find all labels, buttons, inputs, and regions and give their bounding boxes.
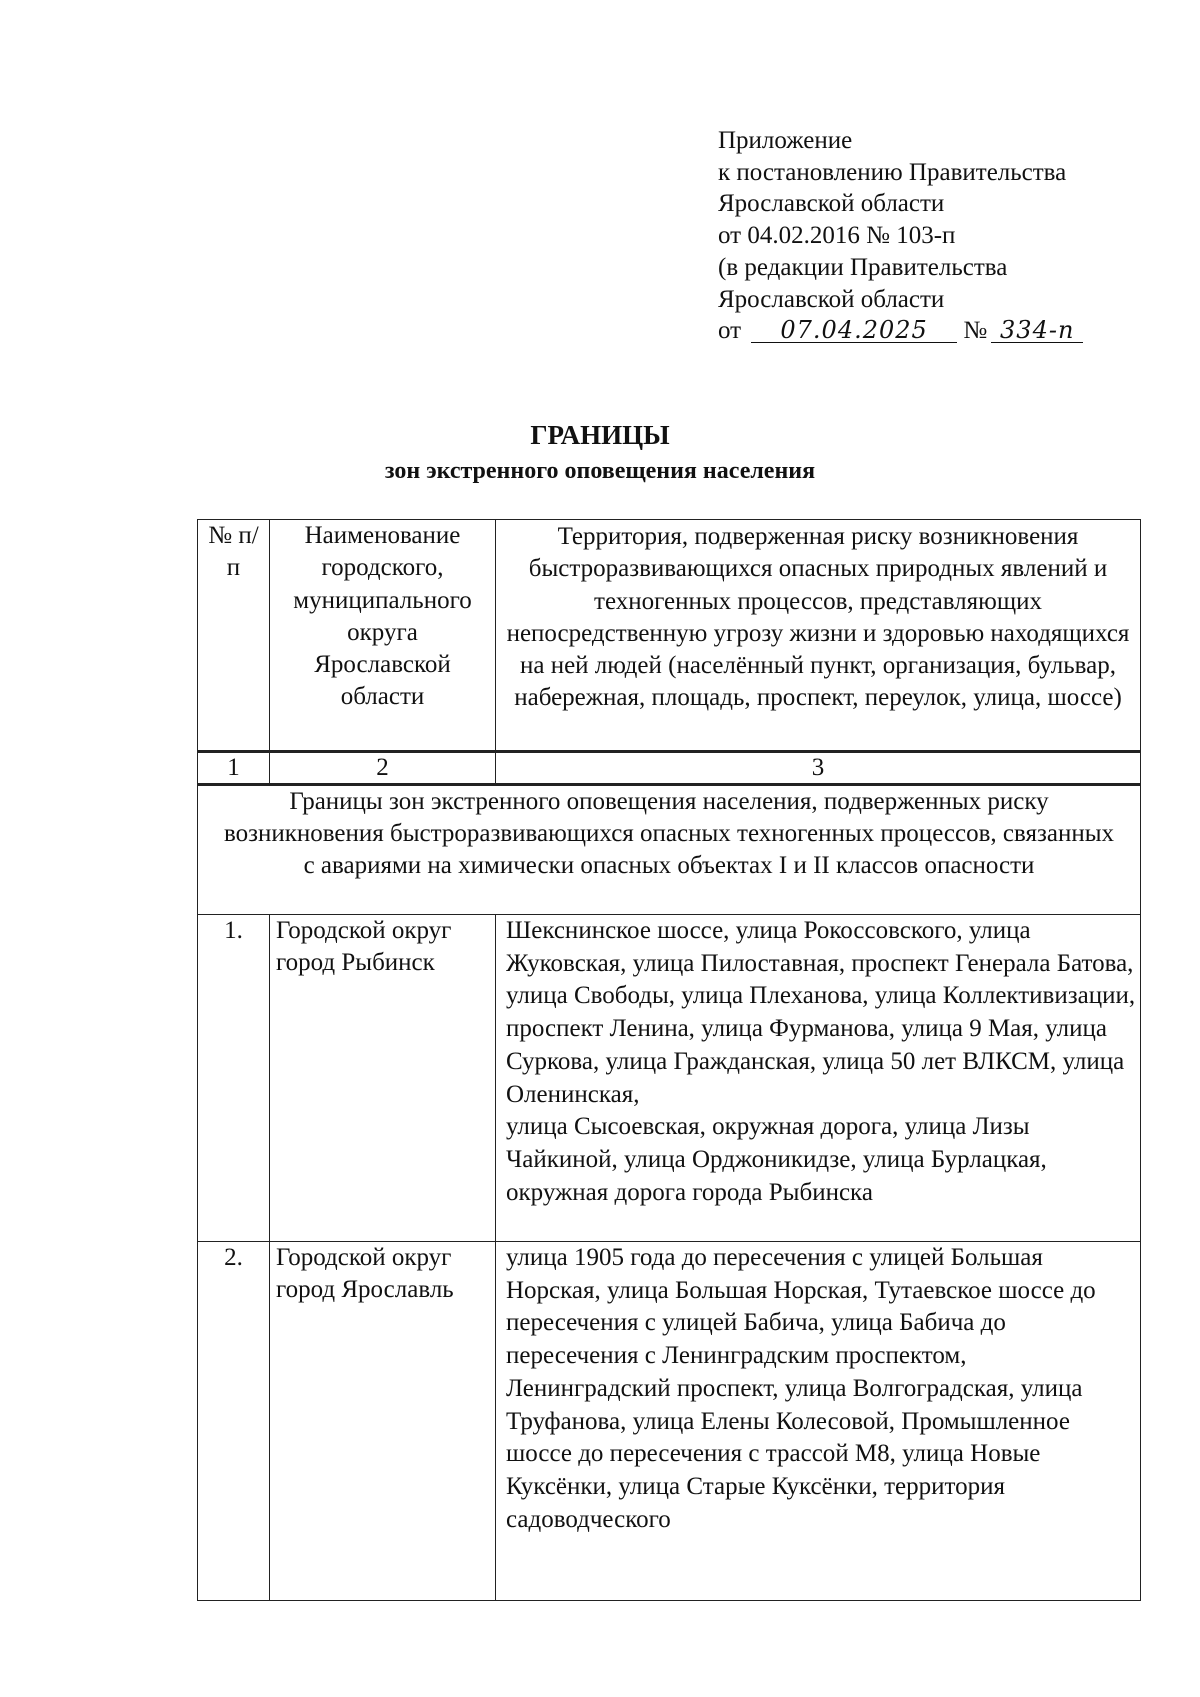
section-title: Границы зон экстренного оповещения населения, подверженных риску возникновения быстроразвивающихся опасных техногенных процессов, связанных с авариями на химически опасных объектах I и II классов опасности [198,785,1141,915]
row-territory [496,915,1141,1242]
column-number: 3 [496,752,1141,785]
handwritten-date: 07.04.2025 [751,318,957,343]
section-title-row [198,785,1141,915]
table-row [198,915,1141,1242]
table-header-row [198,520,1141,752]
column-numbers-row [198,752,1141,785]
row-number: 2. [198,1242,270,1601]
row-number: 1. [198,915,270,1242]
appendix-line: Приложение [718,127,853,154]
document-title: ГРАНИЦЫ [530,420,670,450]
column-number: 1 [198,752,270,785]
handwritten-number: 334-п [991,318,1083,343]
header-territory: Территория, подверженная риску возникновения быстроразвивающихся опасных природных явлений и техногенных процессов, представляющих непосредственную угрозу жизни и здоровью находящихся на ней людей (населённый пункт, организация, бульвар, набережная, площадь, проспект, переулок, улица, шоссе) [496,520,1141,752]
date-prefix: от [718,317,742,345]
territory-text: улица Сысоевская, окружная дорога, улица Лизы Чайкиной, улица Орджоникидзе, улица Бурлацкая, окружная дорога города Рыбинска [506,1113,1047,1206]
appendix-line: (в редакции Правительства [718,253,1008,281]
territory-text: улица 1905 года до пересечения с улицей Большая Норская, улица Большая Норская, Тутаевское шоссе до пересечения с улицей Бабича, улица Бабича до пересечения с Ленинградским проспектом, [506,1244,1096,1370]
appendix-line: от 04.02.2016 № 103-п [718,222,956,250]
header-number: № п/п [198,520,270,752]
appendix-date-line [718,315,1083,347]
column-number: 2 [270,752,496,785]
header-district: Наименование городского, муниципального округа Ярославской области [270,520,496,752]
territory-text: Шекснинское шоссе, улица Рокоссовского, улица Жуковская, улица Пилоставная, проспект Генерала Батова, улица Свободы, улица Плеханова, улица Коллективизации, проспект Ленина, улица Фурманова, улица 9 Мая, улица Суркова, улица Гражданская, улица 50 лет ВЛКСМ, улица Оленинская, [506,917,1136,1108]
appendix-line: к постановлению Правительства [718,158,1067,186]
table-row [198,1242,1141,1601]
territory-text: Ленинградский проспект, улица Волгоградская, улица Труфанова, улица Елены Колесовой, Промышленное шоссе до пересечения с трассой М8, улица Новые Куксёнки, улица Старые Куксёнки, территория садоводческого [506,1374,1083,1533]
appendix-header [718,125,1083,347]
row-district: Городской округ город Рыбинск [270,915,496,1242]
document-subtitle: зон экстренного оповещения населения [384,458,816,484]
appendix-line: Ярославской области [718,190,945,218]
appendix-line: Ярославской области [718,285,945,313]
zones-table [197,519,1141,1601]
row-district: Городской округ город Ярославль [270,1242,496,1601]
number-prefix: № [963,317,988,345]
row-territory [496,1242,1141,1601]
